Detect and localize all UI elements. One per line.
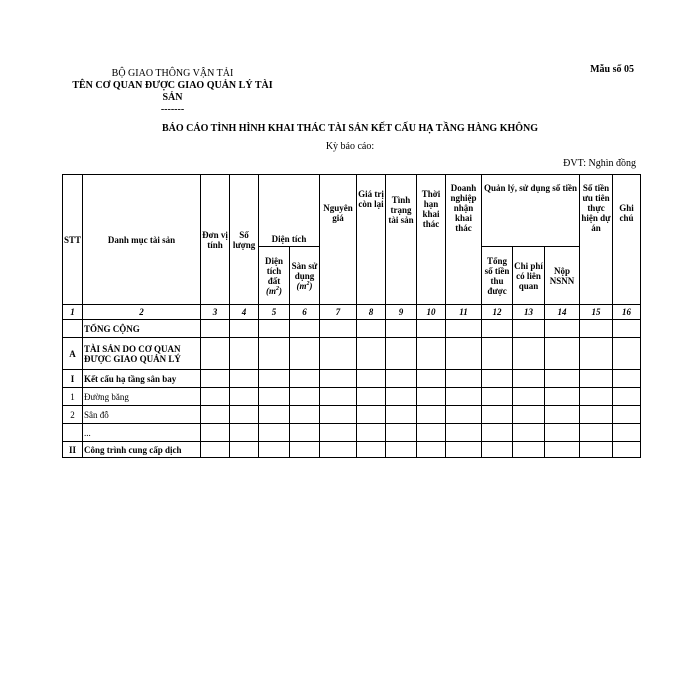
- table-cell: [230, 338, 259, 370]
- currency-unit: ĐVT: Nghìn đồng: [563, 158, 636, 169]
- col-number: 3: [201, 305, 230, 320]
- col-number: 2: [83, 305, 201, 320]
- col-header-land-area: Diện tích đất $(m^2)$: [259, 247, 290, 305]
- col-number: 6: [290, 305, 320, 320]
- report-title: BÁO CÁO TÌNH HÌNH KHAI THÁC TÀI SẢN KẾT CẤU HẠ TẦNG HÀNG KHÔNG: [161, 123, 539, 134]
- row-stt: I: [63, 370, 83, 388]
- table-cell: [446, 406, 482, 424]
- col-number: 5: [259, 305, 290, 320]
- table-cell: [580, 370, 613, 388]
- col-number: 12: [482, 305, 513, 320]
- col-header-budget-payment: Nộp NSNN: [545, 247, 580, 305]
- table-cell: [545, 320, 580, 338]
- table-cell: [290, 388, 320, 406]
- table-cell: [417, 370, 446, 388]
- table-cell: [201, 338, 230, 370]
- floor-area-label: Sàn sử dụng: [291, 260, 318, 281]
- table-row: [63, 424, 641, 442]
- table-cell: [513, 406, 545, 424]
- col-number: 8: [357, 305, 386, 320]
- table-cell: [320, 388, 357, 406]
- col-number: 1: [63, 305, 83, 320]
- land-area-unit: m: [269, 285, 277, 296]
- table-cell: [357, 424, 386, 442]
- table-cell: [357, 370, 386, 388]
- table-cell: [580, 424, 613, 442]
- table-cell: [417, 406, 446, 424]
- table-cell: [417, 320, 446, 338]
- col-header-asset-status: Tình trạng tài sản: [386, 175, 417, 305]
- row-stt: II: [63, 442, 83, 458]
- col-header-quantity: Số lượng: [230, 175, 259, 305]
- table-cell: [259, 388, 290, 406]
- table-cell: [446, 388, 482, 406]
- table-cell: [545, 406, 580, 424]
- table-cell: [513, 388, 545, 406]
- table-cell: [290, 320, 320, 338]
- row-asset-name: ...: [83, 424, 201, 442]
- table-cell: [357, 442, 386, 458]
- table-cell: [580, 388, 613, 406]
- col-header-asset-list: Danh mục tài sản: [83, 175, 201, 305]
- col-header-enterprise: Doanh nghiệp nhận khai thác: [446, 175, 482, 305]
- issuing-authority: [60, 68, 285, 116]
- table-cell: [290, 442, 320, 458]
- col-header-management: Quản lý, sử dụng số tiền: [482, 175, 580, 247]
- table-cell: [613, 370, 641, 388]
- table-cell: [230, 320, 259, 338]
- table-cell: [446, 370, 482, 388]
- table-cell: [580, 442, 613, 458]
- table-cell: [259, 370, 290, 388]
- table-row: [63, 406, 641, 424]
- table-cell: [513, 370, 545, 388]
- col-number: 15: [580, 305, 613, 320]
- row-asset-name: Kết cấu hạ tầng sân bay: [83, 370, 201, 388]
- table-cell: [357, 388, 386, 406]
- table-cell: [290, 406, 320, 424]
- table-cell: [613, 406, 641, 424]
- agency-name-line1: TÊN CƠ QUAN ĐƯỢC GIAO QUẢN LÝ TÀI: [72, 80, 273, 91]
- table-cell: [320, 406, 357, 424]
- col-number: 13: [513, 305, 545, 320]
- table-cell: [320, 320, 357, 338]
- table-cell: [290, 338, 320, 370]
- col-header-exploitation-term: Thời hạn khai thác: [417, 175, 446, 305]
- col-header-unit: Đơn vị tính: [201, 175, 230, 305]
- col-header-total-collected: Tổng số tiền thu được: [482, 247, 513, 305]
- table-cell: [259, 338, 290, 370]
- row-asset-name: TỔNG CỘNG: [83, 320, 201, 338]
- table-cell: [320, 338, 357, 370]
- table-cell: [386, 424, 417, 442]
- ministry-name: BỘ GIAO THÔNG VẬN TẢI: [111, 68, 234, 79]
- table-cell: [201, 442, 230, 458]
- table-cell: [386, 338, 417, 370]
- table-row: [63, 338, 641, 370]
- table-row: [63, 320, 641, 338]
- table-cell: [613, 338, 641, 370]
- table-cell: [482, 320, 513, 338]
- table-cell: [357, 320, 386, 338]
- table-cell: [482, 442, 513, 458]
- col-header-area: Diện tích: [259, 175, 320, 247]
- report-period: Kỳ báo cáo:: [325, 141, 375, 152]
- table-cell: [613, 442, 641, 458]
- table-cell: [357, 338, 386, 370]
- table-cell: [201, 388, 230, 406]
- col-header-related-expenses: Chi phí có liên quan: [513, 247, 545, 305]
- table-cell: [386, 370, 417, 388]
- table-cell: [230, 388, 259, 406]
- table-cell: [320, 424, 357, 442]
- row-asset-name: Sân đỗ: [83, 406, 201, 424]
- table-cell: [201, 424, 230, 442]
- table-cell: [482, 406, 513, 424]
- col-number: 10: [417, 305, 446, 320]
- table-cell: [580, 338, 613, 370]
- table-cell: [320, 442, 357, 458]
- table-cell: [259, 320, 290, 338]
- header-separator: -------: [160, 104, 185, 115]
- table-cell: [417, 388, 446, 406]
- col-header-note: Ghi chú: [613, 175, 641, 305]
- table-cell: [513, 338, 545, 370]
- table-cell: [386, 406, 417, 424]
- col-number: 4: [230, 305, 259, 320]
- table-cell: [446, 338, 482, 370]
- table-cell: [513, 320, 545, 338]
- table-cell: [446, 320, 482, 338]
- table-cell: [357, 406, 386, 424]
- table-cell: [230, 424, 259, 442]
- table-cell: [580, 320, 613, 338]
- col-header-remaining-value: Giá trị còn lại: [357, 175, 386, 305]
- table-cell: [482, 370, 513, 388]
- table-cell: [613, 424, 641, 442]
- col-number: 16: [613, 305, 641, 320]
- row-stt: 1: [63, 388, 83, 406]
- table-cell: [545, 442, 580, 458]
- table-cell: [386, 388, 417, 406]
- col-number: 7: [320, 305, 357, 320]
- table-cell: [613, 320, 641, 338]
- table-row: [63, 370, 641, 388]
- row-stt: [63, 320, 83, 338]
- col-header-stt: STT: [63, 175, 83, 305]
- table-cell: [580, 406, 613, 424]
- row-stt: A: [63, 338, 83, 370]
- column-number-row: [63, 305, 641, 320]
- table-cell: [320, 370, 357, 388]
- table-cell: [259, 442, 290, 458]
- floor-area-unit-sup: 2: [306, 280, 310, 287]
- agency-name-line2: SẢN: [162, 92, 183, 103]
- table-cell: [259, 424, 290, 442]
- table-cell: [613, 388, 641, 406]
- table-cell: [545, 388, 580, 406]
- form-number: Mẫu số 05: [590, 64, 634, 75]
- table-row: [63, 388, 641, 406]
- col-header-original-price: Nguyên giá: [320, 175, 357, 305]
- table-cell: [230, 406, 259, 424]
- table-cell: [259, 406, 290, 424]
- table-cell: [513, 424, 545, 442]
- table-cell: [230, 370, 259, 388]
- table-cell: [230, 442, 259, 458]
- col-number: 9: [386, 305, 417, 320]
- row-asset-name: Đường băng: [83, 388, 201, 406]
- table-cell: [290, 424, 320, 442]
- table-row: [63, 442, 641, 458]
- col-number: 14: [545, 305, 580, 320]
- table-cell: [201, 320, 230, 338]
- table-cell: [545, 338, 580, 370]
- table-cell: [446, 424, 482, 442]
- row-stt: [63, 424, 83, 442]
- report-table: [62, 174, 641, 458]
- table-cell: [201, 406, 230, 424]
- table-cell: [482, 388, 513, 406]
- table-cell: [386, 442, 417, 458]
- table-cell: [482, 424, 513, 442]
- table-cell: [417, 338, 446, 370]
- table-cell: [417, 424, 446, 442]
- table-cell: [513, 442, 545, 458]
- table-cell: [386, 320, 417, 338]
- col-header-priority-amount: Số tiền ưu tiên thực hiện dự án: [580, 175, 613, 305]
- table-cell: [446, 442, 482, 458]
- land-area-unit-sup: 2: [276, 285, 280, 292]
- table-cell: [545, 370, 580, 388]
- table-cell: [290, 370, 320, 388]
- floor-area-unit: m: [299, 280, 307, 291]
- row-asset-name: Công trình cung cấp dịch: [83, 442, 201, 458]
- table-cell: [545, 424, 580, 442]
- row-stt: 2: [63, 406, 83, 424]
- table-cell: [201, 370, 230, 388]
- table-cell: [417, 442, 446, 458]
- row-asset-name: TÀI SẢN DO CƠ QUAN ĐƯỢC GIAO QUẢN LÝ: [83, 338, 201, 370]
- land-area-label: Diện tích đất: [265, 255, 284, 286]
- col-header-floor-area: Sàn sử dụng $(m^2)$: [290, 247, 320, 305]
- col-number: 11: [446, 305, 482, 320]
- table-cell: [482, 338, 513, 370]
